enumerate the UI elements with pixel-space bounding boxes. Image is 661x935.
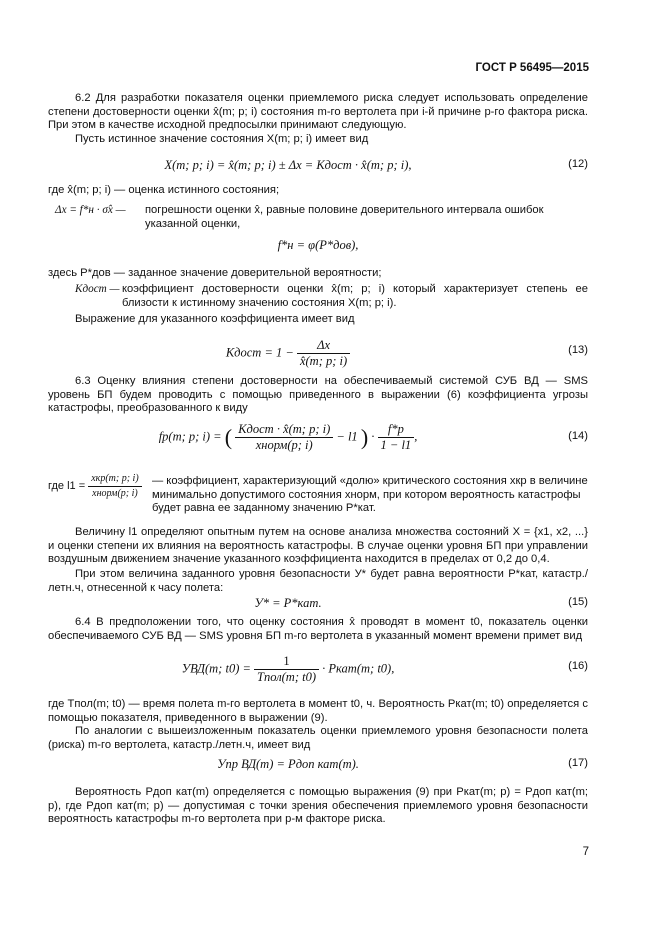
equation-fn [48, 238, 588, 268]
paragraph-true-state: Пусть истинное значение состояния X(m; p; i) имеет вид [75, 133, 369, 145]
equation-16-lhs: УВД(m; t0) = [181, 661, 251, 676]
paragraph-6-4: 6.4 В предположении того, что оценку состояния x̂ проводят в момент t0, показатель оценки обеспечиваемого СУБ ВД — SMS уровня БП m-го вертолета в указанный момент времени примет вид [48, 616, 588, 642]
equation-14-inner-denominator: xнорм(p; i) [255, 438, 313, 452]
equation-17-body: Уnp ВД(m) = Pдоп кат(m). [217, 757, 359, 771]
where-flight-time: где Tпол(m; t0) — время полета m-го вертолета в момент t0, ч. Вероятность Pкат(m; t0) определяется с помощью показателя, приведенного в выражении (9). [48, 698, 588, 724]
where-l1-numerator: xкр(m; p; i) [88, 472, 141, 487]
equation-16-tail: · Pкат(m; t0), [322, 661, 395, 676]
equation-13 [48, 336, 588, 372]
where-error-symbol: Δx = f*н · σ̂x — [55, 204, 126, 216]
equation-16-number: (16) [568, 660, 588, 672]
equation-14-frac2-numerator: f*р [378, 422, 415, 438]
equation-12-body: X(m; p; i) = x̂(m; p; i) ± Δx = Kдост · x̂(m; p; i), [164, 158, 412, 172]
equation-14-inner-numerator: Kдост · x̂(m; p; i) [235, 422, 333, 438]
paragraph-6-3: 6.3 Оценку влияния степени достоверности на обеспечиваемый системой СУБ ВД — SMS уровень БП будем проводить с помощью приведенного в выражении (6) коэффициента угрозы катастрофы, преобразованного к виду [48, 375, 588, 415]
standard-header: ГОСТ Р 56495—2015 [475, 62, 589, 74]
where-error-text: погрешности оценки x̂, равные половине доверительного интервала ошибок указанной оценки, [145, 204, 544, 230]
equation-13-lhs: Kдост = 1 − [225, 345, 294, 360]
equation-14-tail: − l1 [336, 429, 358, 444]
paragraph-coefficient: Выражение для указанного коэффициента имеет вид [75, 313, 355, 325]
equation-16-numerator: 1 [254, 654, 319, 670]
equation-16 [48, 652, 588, 688]
equation-14: fр(m; p; i) = ( $\frac{\text{Kдост · x̂(m; p; i)}}{\text{xнорм(p; i)}}$ − l1 ) · $\frac{f*р}{1 - l1}$ , (14) [158, 422, 588, 452]
where-kdost-text: коэффициент достоверности оценки x̂(m; p; i) который характеризует степень ее близости к истинному значению состояния X(m; p; i). [122, 283, 588, 309]
equation-17-number: (17) [568, 757, 588, 769]
equation-13-numerator: Δx [297, 338, 350, 354]
where-l1-text: — коэффициент, характеризующий «долю» критического состояния xкр в величине минимально допустимого состояния xнорм, при котором вероятность катастрофы будет равна ее заданному значению P*кат. [152, 475, 588, 515]
equation-17 [48, 757, 588, 787]
equation-12-number: (12) [568, 158, 588, 170]
where-l1-lhs: где l1 = [48, 480, 86, 492]
equation-14-number: (14) [568, 430, 588, 442]
paragraph-6-2: 6.2 Для разработки показателя оценки приемлемого риска следует использовать определение степени достоверности оценки x̂(m; p; i) состояния m-го вертолета при i-й причине p-го фактора риска. При этом в качестве исходной предпосылки принимают следующую. [48, 92, 588, 132]
paragraph-acceptable-level: По аналогии с вышеизложенным показатель оценки приемлемого уровня безопасности полета (риска) m-го вертолета, катастр./летн.ч, имеет вид [48, 725, 588, 751]
page-number: 7 [582, 846, 589, 858]
equation-15-body: У* = P*кат. [254, 596, 322, 610]
equation-14-frac2-denominator: 1 − l1 [380, 438, 412, 452]
equation-14-lhs: fр(m; p; i) = [158, 429, 222, 444]
equation-13-number: (13) [568, 344, 588, 356]
paragraph-probability: Вероятность Pдоп кат(m) определяется с помощью выражения (9) при Pкат(m; p) = Pдоп кат(m; p), где Pдоп кат(m; p) — допустимая с точки зрения обеспечения приемлемого уровня безопасности вероятность катастрофы m-го вертолета при p-м факторе риска. [48, 786, 588, 826]
equation-13-denominator: x̂(m; p; i) [299, 354, 348, 368]
where-kdost-symbol: Kдост — [75, 283, 120, 295]
equation-16-denominator: Tпол(m; t0) [257, 670, 317, 684]
where-l1-definition [48, 472, 148, 500]
equation-fn-body: f*н = φ(P*дов), [277, 238, 359, 252]
paragraph-safety-level: При этом величина заданного уровня безопасности У* будет равна вероятности P*кат, катастр./летн.ч, отнесенной к часу полета: [48, 568, 588, 594]
equation-15-number: (15) [568, 596, 588, 608]
where-l1-denominator: xнорм(p; i) [92, 487, 138, 499]
where-pdov: здесь P*дов — заданное значение доверительной вероятности; [48, 267, 382, 279]
where-estimate: где x̂(m; p; i) — оценка истинного состояния; [48, 184, 280, 196]
paragraph-l1: Величину l1 определяют опытным путем на основе анализа множества состояний X = {x1, x2, ...} и оценки степени их влияния на вероятность катастрофы. В случае оценки уровня БП при управлении воздушным движением значение указанного коэффициента находится в пределах от 0,2 до 0,4. [48, 526, 588, 566]
